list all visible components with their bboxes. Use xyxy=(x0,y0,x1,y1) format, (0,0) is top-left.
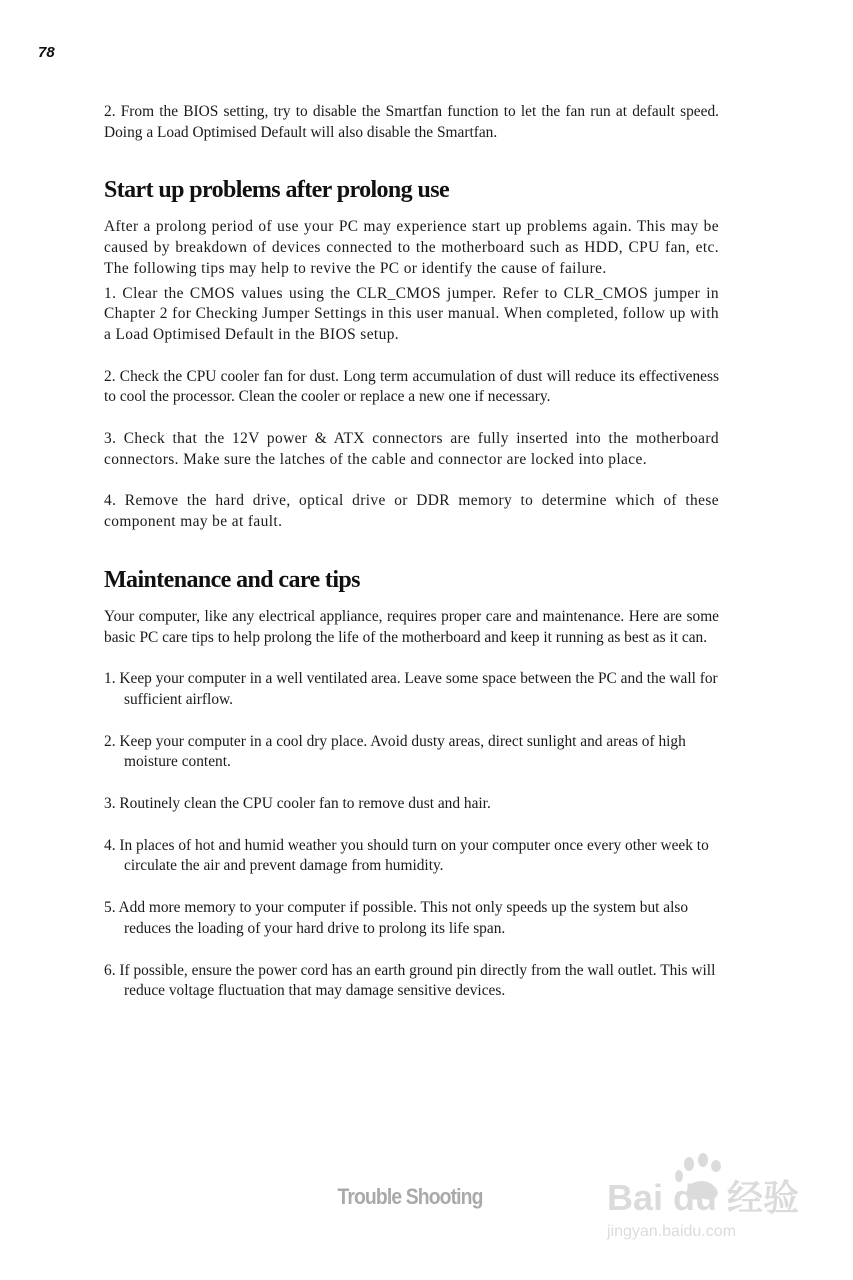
watermark-brand: Bai du 经验 xyxy=(607,1177,800,1218)
startup-step-3: 3. Check that the 12V power & ATX connectors are fully inserted into the motherboard connectors. Make sure the latches of the cable and connector are locked into place. xyxy=(104,430,719,468)
footer-section-title: Trouble Shooting xyxy=(337,1184,483,1209)
maintenance-tip-2: 2. Keep your computer in a cool dry place. Avoid dusty areas, direct sunlight and areas of high moisture content. xyxy=(104,732,686,771)
maintenance-tip-5: 5. Add more memory to your computer if possible. This not only speeds up the system but also reduces the loading of your hard drive to prolong its life span. xyxy=(104,899,689,937)
startup-step-2: 2. Check the CPU cooler fan for dust. Long term accumulation of dust will reduce its effectiveness to cool the processor. Clean the cooler or replace a new one if necessary. xyxy=(104,367,719,406)
intro-paragraph: 2. From the BIOS setting, try to disable the Smartfan function to let the fan run at default speed. Doing a Load Optimised Default will also disable the Smartfan. xyxy=(104,103,719,141)
maintenance-tip-6: 6. If possible, ensure the power cord has an earth ground pin directly from the wall outlet. This will reduce voltage fluctuation that may damage sensitive devices. xyxy=(104,961,716,1000)
watermark-url: jingyan.baidu.com xyxy=(607,1223,736,1240)
startup-step-4: 4. Remove the hard drive, optical drive or DDR memory to determine which of these component may be at fault. xyxy=(104,492,719,531)
page-content xyxy=(104,102,719,1002)
maintenance-heading: Maintenance and care tips xyxy=(104,566,360,593)
maintenance-intro-paragraph: Your computer, like any electrical appliance, requires proper care and maintenance. Here are some basic PC care tips to help prolong the life of the motherboard and keep it running as best as it can. xyxy=(104,607,719,646)
maintenance-tip-4: 4. In places of hot and humid weather you should turn on your computer once every other week to circulate the air and prevent damage from humidity. xyxy=(104,836,709,875)
startup-heading: Start up problems after prolong use xyxy=(104,177,450,204)
baidu-watermark-icon xyxy=(605,1150,815,1250)
maintenance-tip-3: 3. Routinely clean the CPU cooler fan to remove dust and hair. xyxy=(104,795,491,813)
page-number: 78 xyxy=(38,44,55,61)
startup-intro-paragraph: After a prolong period of use your PC may experience start up problems again. This may be caused by breakdown of devices connected to the motherboard such as HDD, CPU fan, etc. The following tips may help to revive the PC or identify the cause of failure. xyxy=(104,218,719,277)
startup-step-1: 1. Clear the CMOS values using the CLR_CMOS jumper. Refer to CLR_CMOS jumper in Chapter 2 for Checking Jumper Settings in this user manual. When completed, follow up with a Load Optimised Default in the BIOS setup. xyxy=(104,284,719,343)
maintenance-tip-1: 1. Keep your computer in a well ventilated area. Leave some space between the PC and the wall for sufficient airflow. xyxy=(104,670,718,708)
